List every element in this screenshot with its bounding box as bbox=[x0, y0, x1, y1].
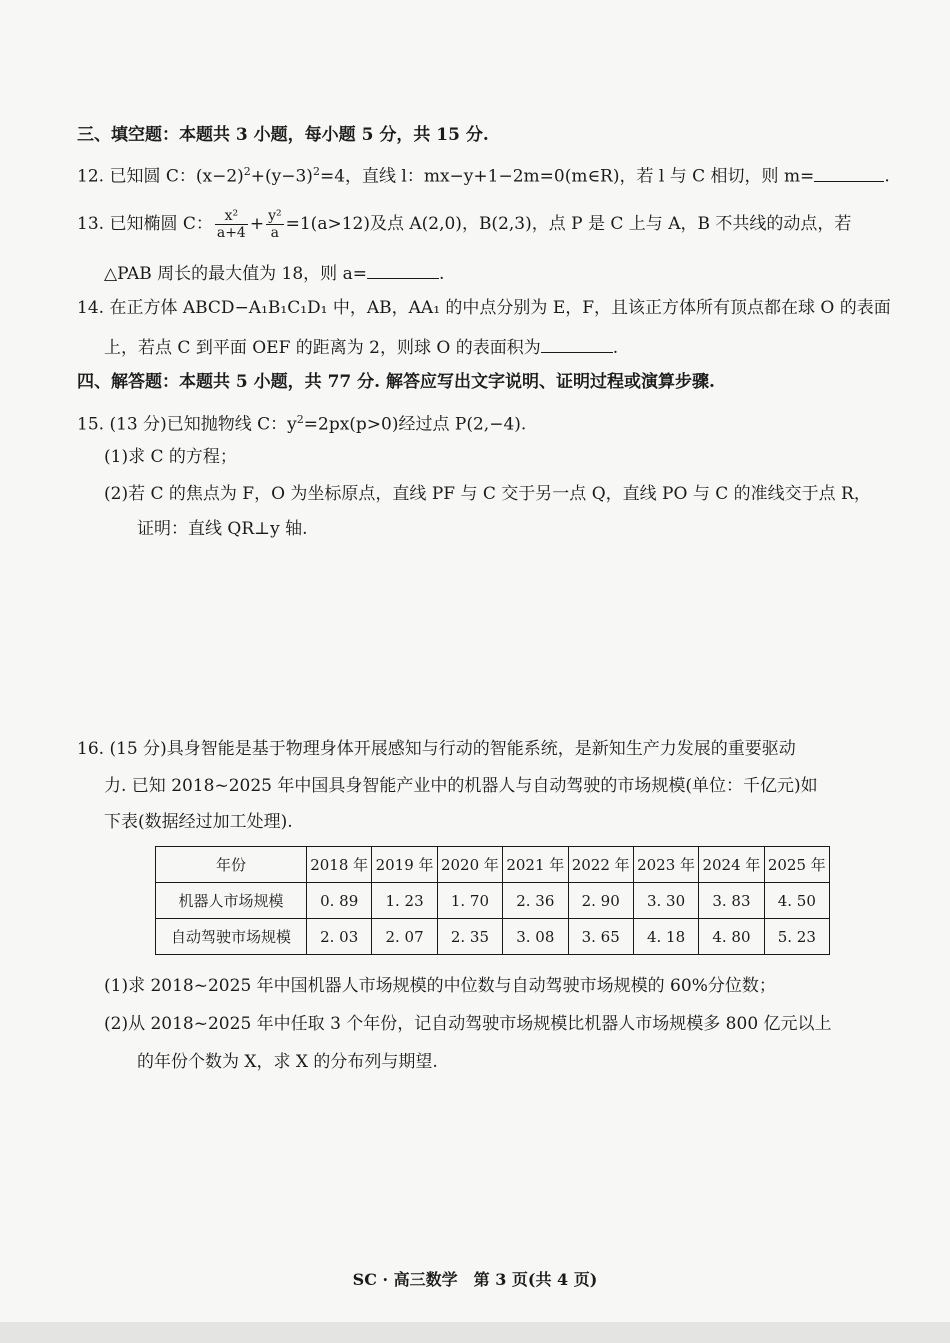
table-cell: 0. 89 bbox=[307, 883, 372, 919]
question-16-line3: 下表(数据经过加工处理). bbox=[104, 812, 293, 832]
q13-line2-text: △PAB 周长的最大值为 18，则 a= bbox=[104, 264, 367, 284]
market-size-table bbox=[155, 846, 830, 955]
q12-period: . bbox=[884, 166, 890, 187]
q13-frac-y-den: a bbox=[270, 225, 280, 241]
question-15-part2-line1: (2)若 C 的焦点为 F，O 为坐标原点，直线 PF 与 C 交于另一点 Q，直线 PO 与 C 的准线交于点 R， bbox=[104, 484, 871, 504]
q15-exp: 2 bbox=[296, 413, 304, 426]
q13-text-a: 13. 已知椭圆 C： bbox=[77, 214, 213, 234]
table-header-cell: 2019 年 bbox=[372, 847, 437, 883]
table-row bbox=[156, 919, 830, 955]
q13-text-b: =1(a>12)及点 A(2,0)，B(2,3)，点 P 是 C 上与 A，B 不共线的动点，若 bbox=[285, 214, 852, 234]
table-cell: 4. 80 bbox=[699, 919, 764, 955]
table-cell: 3. 65 bbox=[568, 919, 633, 955]
table-cell: 4. 18 bbox=[633, 919, 698, 955]
table-cell: 2. 35 bbox=[437, 919, 502, 955]
q12-exp-1: 2 bbox=[243, 165, 251, 178]
question-15 bbox=[77, 409, 526, 436]
section-3-header: 三、填空题：本题共 3 小题，每小题 5 分，共 15 分. bbox=[77, 125, 489, 145]
table-cell: 2. 03 bbox=[307, 919, 372, 955]
table-header-cell: 2024 年 bbox=[699, 847, 764, 883]
q13-fraction-x bbox=[215, 208, 248, 241]
q13-period: . bbox=[438, 264, 445, 284]
question-14-line1: 14. 在正方体 ABCD−A₁B₁C₁D₁ 中，AB，AA₁ 的中点分别为 E，F，且该正方体所有顶点都在球 O 的表面 bbox=[77, 298, 891, 318]
q12-answer-blank[interactable] bbox=[814, 167, 884, 182]
table-cell: 2. 90 bbox=[568, 883, 633, 919]
q12-text-a: 12. 已知圆 C：(x−2) bbox=[77, 166, 244, 187]
table-row-label: 自动驾驶市场规模 bbox=[156, 919, 307, 955]
table-row-label: 机器人市场规模 bbox=[156, 883, 307, 919]
table-cell: 3. 30 bbox=[633, 883, 698, 919]
table-cell: 1. 70 bbox=[437, 883, 502, 919]
question-16-part2-line2: 的年份个数为 X，求 X 的分布列与期望. bbox=[137, 1052, 438, 1072]
question-15-part2-line2: 证明：直线 QR⊥y 轴. bbox=[137, 519, 308, 539]
q14-line2-text: 上，若点 C 到平面 OEF 的距离为 2，则球 O 的表面积为 bbox=[104, 338, 541, 358]
question-16-line1: 16. (15 分)具身智能是基于物理身体开展感知与行动的智能系统，是新知生产力发展的重要驱动 bbox=[77, 739, 796, 759]
q15-text-a: 15. (13 分)已知抛物线 C：y bbox=[77, 414, 297, 435]
q15-text-b: =2px(p>0)经过点 P(2,−4). bbox=[303, 414, 527, 435]
table-row bbox=[156, 883, 830, 919]
question-16-line2: 力. 已知 2018~2025 年中国具身智能产业中的机器人与自动驾驶的市场规模(单位：千亿元)如 bbox=[104, 776, 818, 796]
table-header-cell: 2023 年 bbox=[633, 847, 698, 883]
q14-answer-blank[interactable] bbox=[541, 338, 613, 353]
q13-frac-y-num: y² bbox=[268, 208, 282, 224]
question-16-part1: (1)求 2018~2025 年中国机器人市场规模的中位数与自动驾驶市场规模的 60%分位数； bbox=[104, 976, 776, 996]
table-cell: 2. 07 bbox=[372, 919, 437, 955]
page-footer: SC · 高三数学 第 3 页(共 4 页) bbox=[352, 1270, 598, 1289]
question-13 bbox=[77, 208, 851, 241]
question-15-part1: (1)求 C 的方程； bbox=[104, 447, 237, 467]
q12-text-c: =4，直线 l：mx−y+1−2m=0(m∈R)，若 l 与 C 相切，则 m= bbox=[319, 166, 815, 187]
table-header-cell: 2025 年 bbox=[764, 847, 829, 883]
section-4-header: 四、解答题：本题共 5 小题，共 77 分. 解答应写出文字说明、证明过程或演算步骤. bbox=[77, 372, 715, 392]
table-header-row bbox=[156, 847, 830, 883]
table-cell: 4. 50 bbox=[764, 883, 829, 919]
table-cell: 5. 23 bbox=[764, 919, 829, 955]
q13-frac-x-num: x² bbox=[215, 208, 248, 225]
question-12 bbox=[77, 161, 890, 188]
page-bottom-edge bbox=[0, 1322, 950, 1343]
question-16-part2-line1: (2)从 2018~2025 年中任取 3 个年份，记自动驾驶市场规模比机器人市场规模多 800 亿元以上 bbox=[104, 1014, 832, 1034]
table-header-cell: 年份 bbox=[156, 847, 307, 883]
q13-fraction-y bbox=[266, 208, 284, 241]
table-header-cell: 2021 年 bbox=[503, 847, 568, 883]
table-header-cell: 2018 年 bbox=[307, 847, 372, 883]
q13-plus: + bbox=[249, 214, 265, 234]
q12-exp-2: 2 bbox=[312, 165, 320, 178]
table-cell: 2. 36 bbox=[503, 883, 568, 919]
table-cell: 3. 08 bbox=[503, 919, 568, 955]
q12-text-b: +(y−3) bbox=[250, 166, 313, 187]
question-14-line2 bbox=[104, 337, 618, 359]
table-header-cell: 2020 年 bbox=[437, 847, 502, 883]
q14-period: . bbox=[612, 338, 619, 358]
table-header-cell: 2022 年 bbox=[568, 847, 633, 883]
q13-answer-blank[interactable] bbox=[367, 264, 439, 279]
question-13-line2 bbox=[104, 263, 444, 285]
q13-frac-x-den: a+4 bbox=[216, 225, 246, 241]
table-cell: 1. 23 bbox=[372, 883, 437, 919]
table-cell: 3. 83 bbox=[699, 883, 764, 919]
